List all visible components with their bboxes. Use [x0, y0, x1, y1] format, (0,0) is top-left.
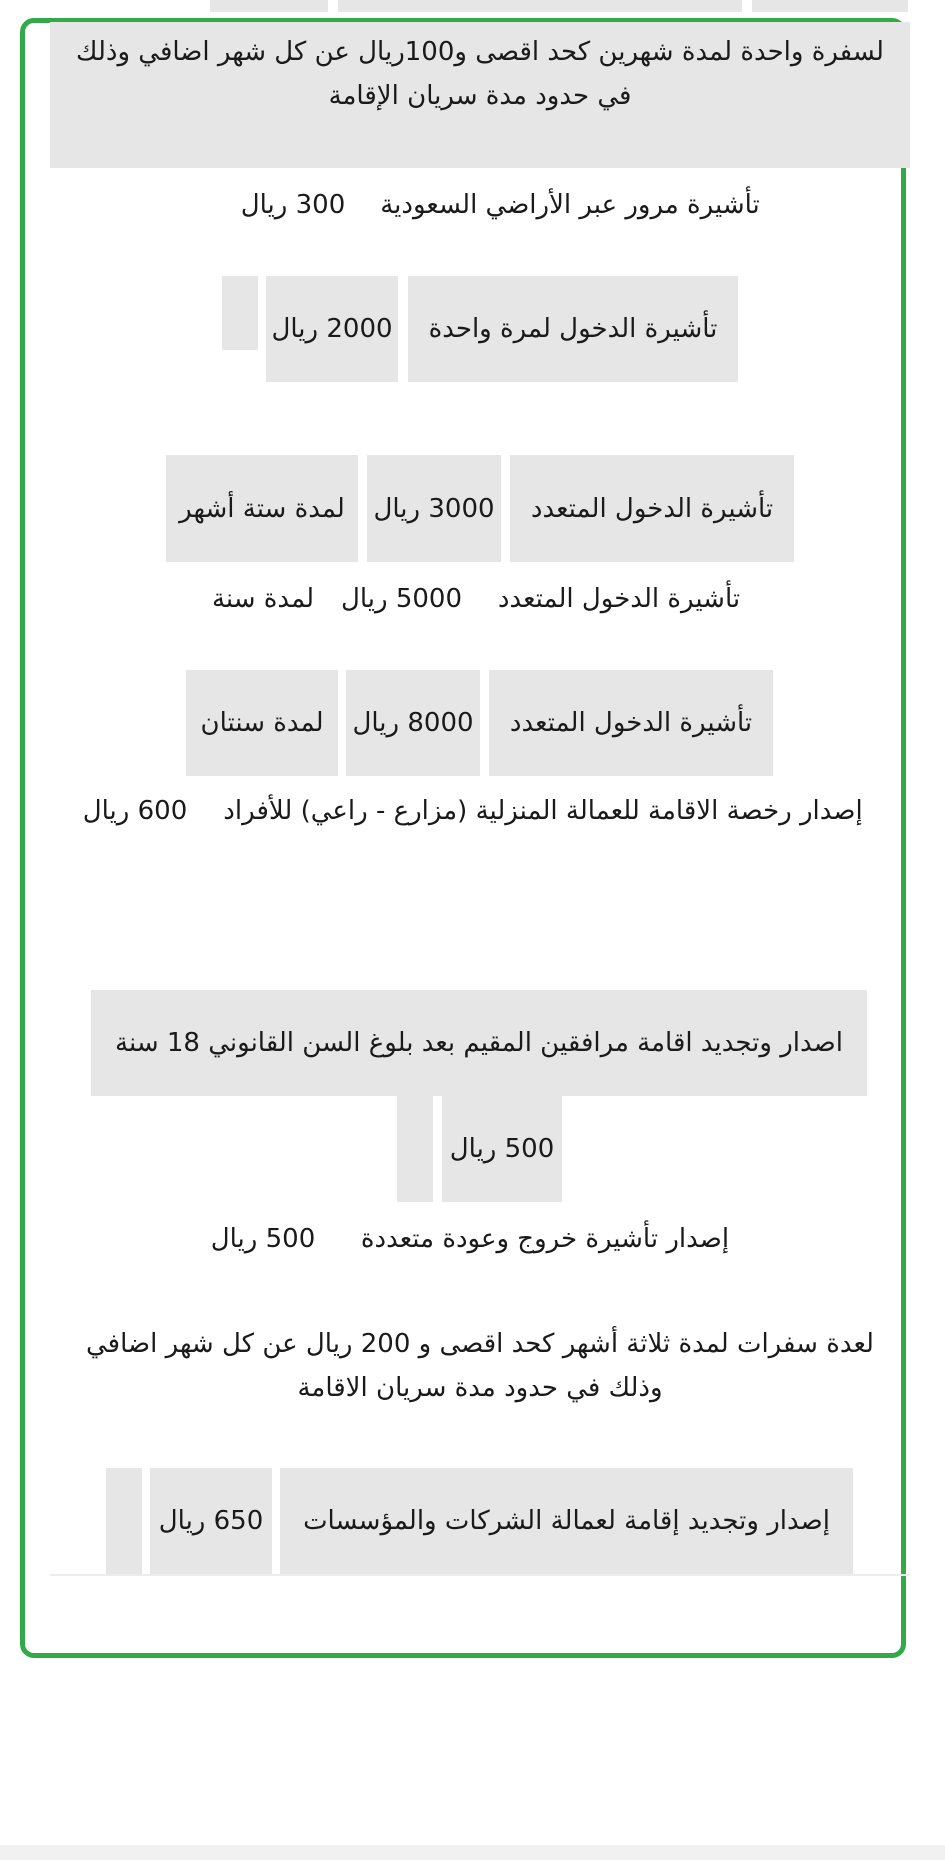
exit-reentry-label: إصدار تأشيرة خروج وعودة متعددة	[360, 1224, 730, 1254]
single-entry-price: 2000 ريال	[266, 276, 398, 382]
multi-entry-2y-label: تأشيرة الدخول المتعدد	[489, 670, 773, 776]
single-entry-label: تأشيرة الدخول لمرة واحدة	[408, 276, 738, 382]
multi-entry-1y-label: تأشيرة الدخول المتعدد	[497, 584, 741, 614]
multi-entry-1y-price: 5000 ريال	[340, 584, 462, 614]
multi-entry-6m-price: 3000 ريال	[367, 455, 501, 562]
table-bottom-rule	[50, 1574, 910, 1576]
dependents-price: 500 ريال	[442, 1096, 562, 1202]
transit-visa-label: تأشيرة مرور عبر الأراضي السعودية	[380, 190, 760, 220]
multi-entry-6m-label: تأشيرة الدخول المتعدد	[510, 455, 794, 562]
domestic-labor-label: إصدار رخصة الاقامة للعمالة المنزلية (مزارع - راعي) للأفراد	[223, 796, 863, 826]
domestic-labor-price: 600 ريال	[82, 796, 188, 826]
dependents-label: اصدار وتجديد اقامة مرافقين المقيم بعد بلوغ السن القانوني 18 سنة	[91, 990, 867, 1096]
exit-reentry-price: 500 ريال	[210, 1224, 316, 1254]
multi-entry-6m-period: لمدة ستة أشهر	[166, 455, 358, 562]
company-labor-label: إصدار وتجديد إقامة لعمالة الشركات والمؤسسات	[280, 1468, 853, 1574]
multi-entry-1y-period: لمدة سنة	[211, 584, 315, 614]
empty-cell	[397, 1096, 433, 1202]
table-cell-cropped	[210, 0, 328, 12]
transit-visa-price: 300 ريال	[240, 190, 346, 220]
empty-cell	[106, 1468, 142, 1574]
table-cell-cropped	[338, 0, 742, 12]
multi-entry-2y-period: لمدة سنتان	[186, 670, 338, 776]
multiple-trips-note: لعدة سفرات لمدة ثلاثة أشهر كحد اقصى و 200 ريال عن كل شهر اضافي وذلك في حدود مدة سريان الاقامة	[86, 1329, 874, 1403]
single-trip-note: لسفرة واحدة لمدة شهرين كحد اقصى و100ريال عن كل شهر اضافي وذلك في حدود مدة سريان الإقامة	[76, 37, 884, 111]
company-labor-price: 650 ريال	[150, 1468, 272, 1574]
empty-cell	[222, 276, 258, 350]
multi-entry-2y-price: 8000 ريال	[346, 670, 480, 776]
content-card	[20, 18, 906, 1658]
table-cell-cropped	[752, 0, 908, 12]
scroll-bottom-bar	[0, 1845, 945, 1860]
